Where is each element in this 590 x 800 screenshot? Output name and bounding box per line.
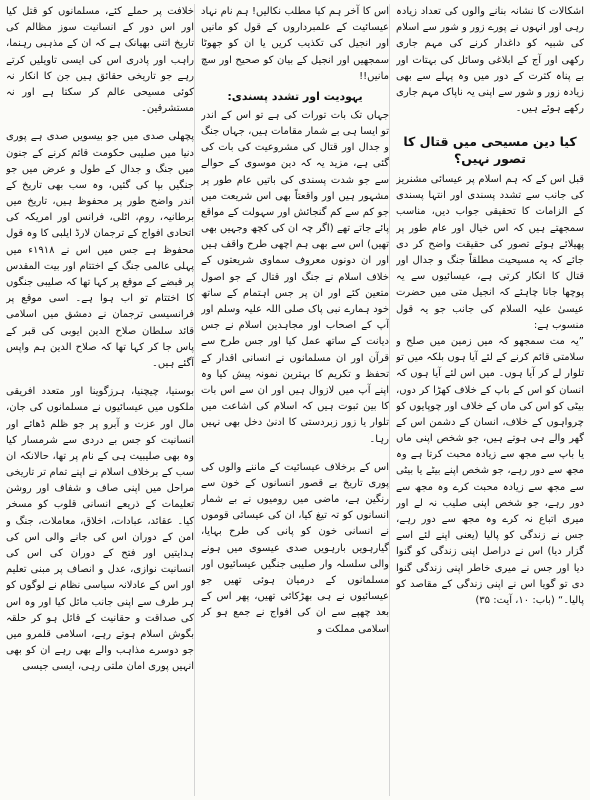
column-left: [6, 4, 195, 796]
article-paragraph: اس کے برخلاف عیسائیت کے ماننے والوں کی پوری تاریخ بے قصور انسانوں کے خون سے رنگین ہے، ماضی میں رومیوں نے بے شمار انسانوں کو تہ تیغ کیا، ان کی عیسائی قوموں نے انسانی خون کو پانی کی طرح بہایا، گیارہویں بارہویں صدی عیسوی میں ہونے والی سلسلہ وار صلیبی جنگیں عیسائیوں اور مسلمانوں کے درمیان ہوئی تھیں جو عیسائیوں نے ہی بھڑکائی تھیں، پھر اس کے بعد چھپے سے ان کی افواج نے جمع ہو کر اسلامی مملکت و: [201, 461, 389, 635]
column-right: [396, 4, 584, 796]
article-paragraph: خلافت پر حملے کئے، مسلمانوں کو قتل کیا اور اس دور کے انسانیت سوز مظالم کی تاریخ اتنی بھیانک ہے کہ ان کے مذہبی رہنما، راہب اور پادری اس کی ایسی تاویلیں کرتے رہے جو تاریخی حقائق ہیں جن کا انکار نہ کوئی مسیحی عالم کر سکتا ہے اور نہ مستشرقین۔: [6, 6, 194, 115]
section-heading: یہودیت اور تشدد پسندی:: [227, 89, 363, 103]
article-paragraph: اشکالات کا نشانہ بنانے والوں کی تعداد زیادہ رہی اور انہوں نے پورے زور و شور سے اسلام کی شبیہ کو داغدار کرنے کی مہم جاری رکھی اور آج کے ابلاغی وسائل کی بہتات اور بے پناہ کثرت کے دور میں وہ پہلے سے بھی زیادہ زور و شور سے اپنی یہ ناپاک مہم جاری رکھے ہوئے ہیں۔: [396, 6, 584, 115]
article-paragraph: بوسنیا، چیچنیا، ہرزگوینا اور متعدد افریقی ملکوں میں عیسائیوں نے مسلمانوں کی جان، مال اور عزت و آبرو پر جو ظلم ڈھائے اور انسانیت کو جس بے دردی سے شرمسار کیا وہ بھی صلیبیت ہی کے نام پر تھا، حالانکہ ان سب کے برخلاف اسلام نے اپنے تمام تر تاریخی مراحل میں اپنی صاف و شفاف اور روشن تعلیمات کے ذریعے انسانی قلوب کو مسخر کیا۔ عقائد، عبادات، اخلاق، معاملات، جنگ و امن کے دوران اس کی جانے والی اس کی ہدایتیں اور فتح کے دوران کی اس کی انسانیت نوازی، عدل و انصاف پر مبنی تعلیم اور اس کے عادلانہ سیاسی نظام نے لوگوں کو ہر طرف سے اپنی جانب مائل کیا اور وہ اس کی صداقت و حقانیت کے قائل ہو کر حلقہ بگوش اسلام ہوتے رہے، اسلامی قلمرو میں جو دوسرے مذاہب والے بھی رہے ان کو بھی انہیں پوری امان ملتی رہی، ایسی جیسی: [6, 386, 194, 673]
article-paragraph: پچھلی صدی میں جو بیسویں صدی ہے پوری دنیا میں صلیبی حکومت قائم کرنے کے جنون میں جنگ و جدال کے طول و عرض میں جو جنگیں بپا کی گئیں، وہ سب بھی تاریخ کے اندر واضح طور پر محفوظ ہیں، تاریخ میں برطانیہ، روم، اٹلی، فرانس اور امریکہ کی اتحادی افواج کے ترجمان لارڈ ایلبی کا وہ قول محفوظ ہے جس میں اس نے ۱۹۱۸ء میں پہلی عالمی جنگ کے اختتام اور بیت المقدس پر قبضے کے موقع پر کہا تھا کہ صلیبی جنگوں کا اختتام تو اب ہوا ہے۔ اسی موقع پر فرانسیسی ترجمان نے دمشق میں اسلامی قائد سلطان صلاح الدین ایوبی کی قبر کے پاس جا کر کہا تھا کہ صلاح الدین ہم واپس آگئے ہیں۔: [6, 131, 194, 369]
article-paragraph: جہاں تک بات تورات کی ہے تو اس کے اندر تو ایسا ہی بے شمار مقامات ہیں، جہاں جنگ و جدال اور قتال کی مشروعیت کی بات کی گئی ہے، مزید یہ کہ دین موسوی کے حوالے سے جو شدت پسندی کی باتیں عام طور پر مشہور ہیں اور واقعتاً بھی اس شریعت میں جو کم سے کم گنجائش اور سہولت کے مواقع پائے جاتے تھے (اگر چہ ان کی کچھ وجہیں بھی تھیں) اس سے بھی ہم اچھی طرح واقف ہیں اور ان دونوں معروف سماوی شریعتوں کے خلاف اسلام نے جنگ اور قتال کے جو اصول متعین کئے اور ان پر جس اہتمام کے ساتھ خود ہمارے نبی پاک صلی اللہ علیہ وسلم اور آپ کے اصحاب اور مجاہدین اسلام نے جس دیانت کے ساتھ عمل کیا اور جس طرح سے قرآن اور ان مسلمانوں نے انسانی اقدار کے تحفظ و تکریم کا بہترین نمونہ پیش کیا وہ اپنے آپ میں لازوال ہیں اور ان سے اس بات کا بین ثبوت ہیں کہ اسلام کی اشاعت میں تلوار یا زور زبردستی کا ادنیٰ دخل بھی نہیں رہا۔: [201, 109, 389, 445]
section-heading: کیا دین مسیحی میں قتال کا تصور نہیں؟: [403, 134, 577, 167]
article-paragraph: اس کا آخر ہم کیا مطلب نکالیں! ہم نام نہاد عیسائیت کے علمبرداروں کے قول کو مانیں اور انجیل کی تکذیب کریں یا ان کو جھوٹا سمجھیں اور انجیل کے بیان کو صحیح اور سچ مانیں!!: [201, 6, 389, 82]
bible-quotation: ”یہ مت سمجھو کہ میں زمین میں صلح و سلامتی قائم کرنے کے لئے آیا ہوں بلکہ میں تو تلوار لے کر آیا ہوں۔ میں اس لئے آیا ہوں کہ انسان کو اس کے باپ کے خلاف کھڑا کر دوں، بیٹی کو اس کی ماں کے خلاف اور چوپایوں کو چرواہوں کے خلاف، انسان کے دشمن اس کے گھر والے ہی ہوتے ہیں، جو شخص اپنی ماں یا باپ سے مجھ سے زیادہ محبت کرتا ہے وہ مجھ سے دور رہے، جو شخص اپنے بیٹے یا بیٹی سے مجھ سے زیادہ محبت کرے وہ مجھ سے دور رہے، جو شخص اپنی صلیب نہ لے اور میری اتباع نہ کرے وہ مجھ سے دور رہے، جس نے زندگی کو پالیا (یعنی اپنے لئے اسے گزار دیا) اس نے دراصل اپنی زندگی کو گنوا دیا اور جس نے میری خاطر اپنی زندگی گنوا دی تو گویا اس نے اپنی زندگی کے مقاصد کو پالیا۔“ (باب: ۱۰، آیت: ۳۵): [396, 335, 584, 606]
article-paragraph: قبل اس کے کہ ہم اسلام پر عیسائی مشنریز کی جانب سے تشدد پسندی اور انتہا پسندی کے الزامات کا تحقیقی جواب دیں، مناسب سمجھتے ہیں کہ اس خیال اور عام طور پر پھیلائے ہوئے تصور کی حقیقت واضح کر دی جائے کہ یہ مسیحیت مطلقاً جنگ و جدال اور قتال کا انکار کرتی ہے، عیسائیوں سے یہ پوچھا جانا چاہئے کہ انجیل متی میں حضرت عیسیٰ علیہ السلام کی جانب جو یہ قول منسوب ہے:: [396, 174, 584, 331]
column-middle: [201, 4, 390, 796]
